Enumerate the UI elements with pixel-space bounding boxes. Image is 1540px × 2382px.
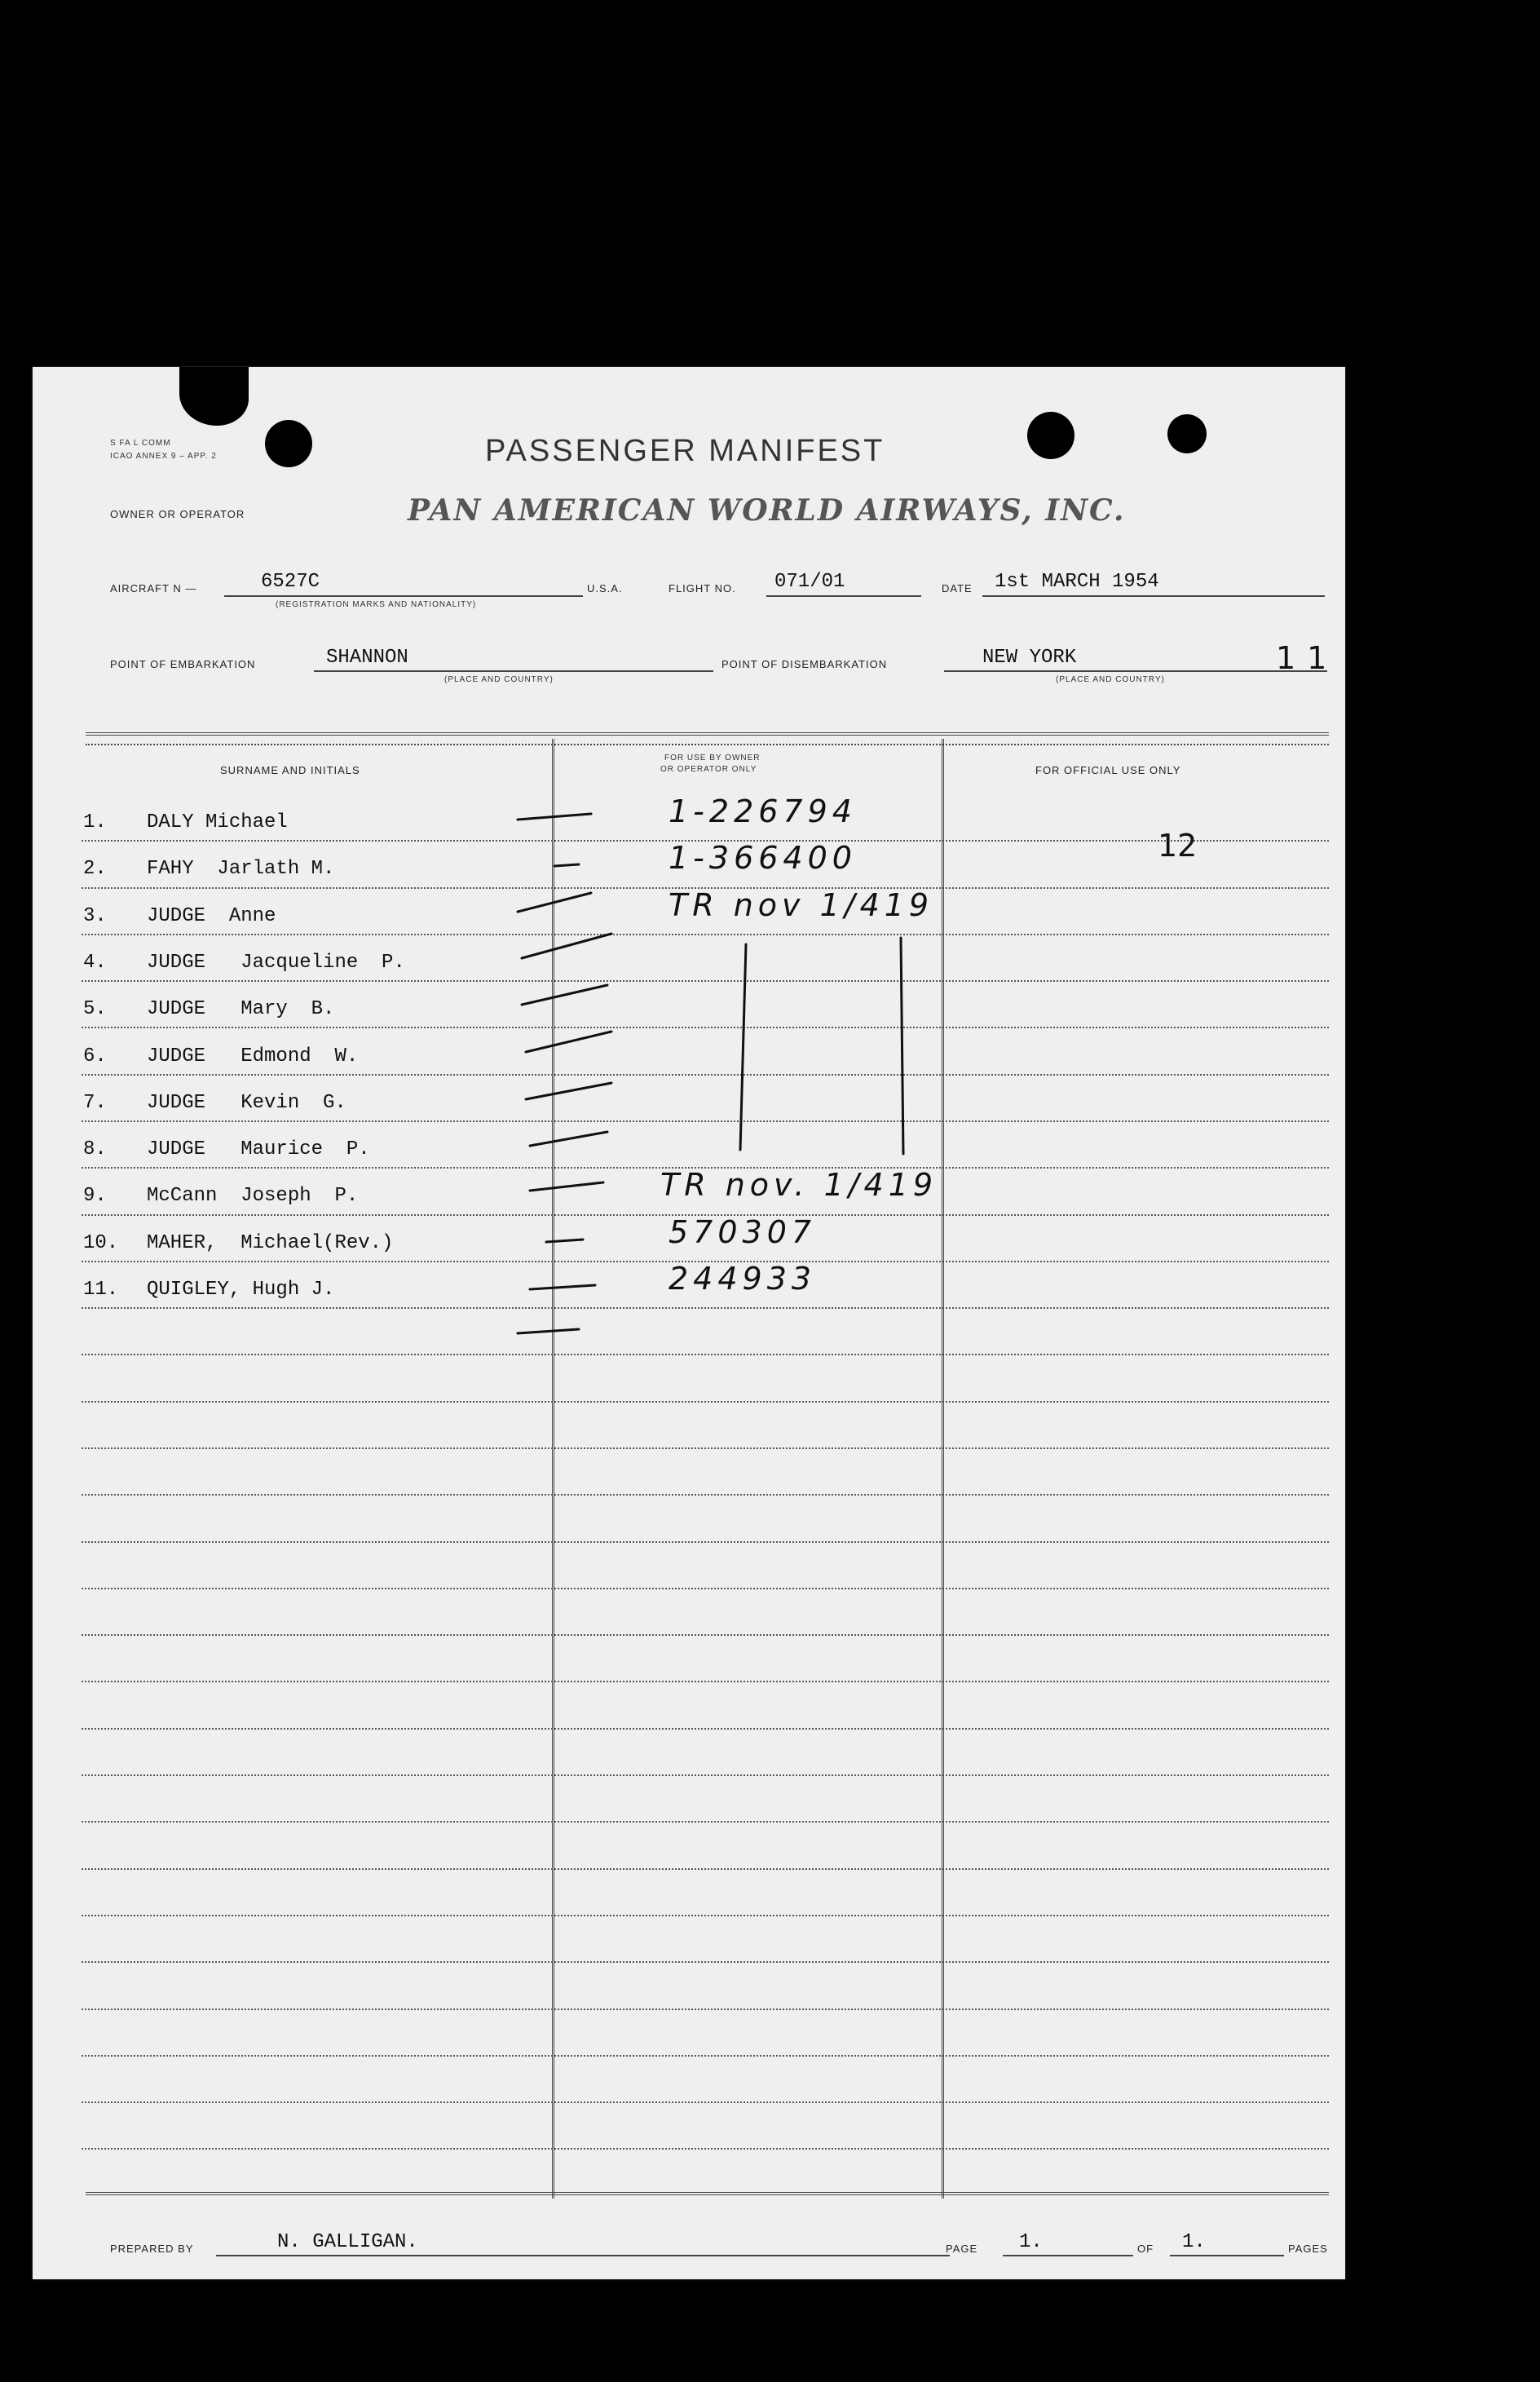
- owner-use-header-1: FOR USE BY OWNER: [664, 753, 761, 762]
- passenger-number: 8.: [83, 1138, 107, 1161]
- table-bottom-rule: [86, 2192, 1329, 2195]
- passenger-number: 6.: [83, 1045, 107, 1067]
- pages-label: PAGES: [1288, 2243, 1328, 2255]
- passenger-name: QUIGLEY, Hugh J.: [147, 1279, 335, 1301]
- page-value: 1.: [1019, 2231, 1043, 2253]
- page-underline: [1003, 2255, 1133, 2256]
- registration-note: (REGISTRATION MARKS AND NATIONALITY): [276, 600, 477, 609]
- date-label: DATE: [942, 582, 973, 594]
- of-value: 1.: [1182, 2231, 1206, 2253]
- of-underline: [1170, 2255, 1284, 2256]
- disembarkation-value: NEW YORK: [982, 647, 1077, 669]
- passenger-number: 1.: [83, 811, 107, 833]
- passenger-count-mark: 11: [1276, 640, 1339, 676]
- passenger-name: FAHY Jarlath M.: [147, 858, 335, 881]
- operator-note: 244933: [669, 1261, 817, 1297]
- passenger-number: 11.: [83, 1279, 119, 1301]
- passenger-number: 7.: [83, 1091, 107, 1114]
- passenger-number: 5.: [83, 998, 107, 1021]
- passenger-name: JUDGE Edmond W.: [147, 1045, 359, 1067]
- flight-label: FLIGHT NO.: [669, 582, 736, 594]
- surname-column-header: SURNAME AND INITIALS: [220, 764, 360, 776]
- of-label: OF: [1137, 2243, 1154, 2255]
- operator-note: 1-226794: [669, 793, 857, 829]
- form-reference-line2: ICAO ANNEX 9 – APP. 2: [110, 452, 217, 461]
- manifest-sheet: [33, 367, 1345, 2279]
- embarkation-label: POINT OF EMBARKATION: [110, 658, 256, 670]
- passenger-name: JUDGE Jacqueline P.: [147, 951, 405, 974]
- aircraft-value: 6527C: [261, 571, 320, 593]
- operator-note: 1-366400: [669, 840, 857, 877]
- official-use-header: FOR OFFICIAL USE ONLY: [1035, 764, 1181, 776]
- handwritten-marks: [33, 367, 1345, 2279]
- passenger-name: JUDGE Mary B.: [147, 998, 335, 1021]
- form-reference-line1: S FA L COMM: [110, 439, 171, 448]
- operator-note: TR nov. 1/419: [660, 1167, 938, 1204]
- embarkation-value: SHANNON: [326, 647, 408, 669]
- passenger-name: JUDGE Maurice P.: [147, 1138, 370, 1161]
- flight-value: 071/01: [774, 571, 845, 593]
- passenger-name: MAHER, Michael(Rev.): [147, 1231, 394, 1254]
- official-count-mark: 12: [1158, 828, 1198, 864]
- prepared-by-label: PREPARED BY: [110, 2243, 194, 2255]
- airline-name: PAN AMERICAN WORLD AIRWAYS, INC.: [408, 493, 1126, 528]
- embarkation-place-note: (PLACE AND COUNTRY): [444, 675, 554, 684]
- page-label: PAGE: [946, 2243, 978, 2255]
- date-value: 1st MARCH 1954: [995, 571, 1159, 593]
- passenger-name: JUDGE Kevin G.: [147, 1091, 346, 1114]
- operator-note: TR nov 1/419: [669, 886, 934, 923]
- prepared-by-value: N. GALLIGAN.: [277, 2231, 418, 2253]
- passenger-number: 10.: [83, 1231, 119, 1254]
- operator-note: 570307: [669, 1213, 817, 1250]
- passenger-name: JUDGE Anne: [147, 904, 276, 927]
- form-title: PASSENGER MANIFEST: [485, 434, 885, 468]
- owner-use-header-2: OR OPERATOR ONLY: [660, 765, 757, 774]
- passenger-name: McCann Joseph P.: [147, 1185, 359, 1208]
- disembarkation-label: POINT OF DISEMBARKATION: [721, 658, 888, 670]
- passenger-number: 9.: [83, 1185, 107, 1208]
- passenger-name: DALY Michael: [147, 811, 288, 833]
- passenger-number: 2.: [83, 858, 107, 881]
- disembarkation-place-note: (PLACE AND COUNTRY): [1056, 675, 1165, 684]
- usa-label: U.S.A.: [587, 582, 623, 594]
- passenger-number: 4.: [83, 951, 107, 974]
- passenger-number: 3.: [83, 904, 107, 927]
- owner-operator-label: OWNER OR OPERATOR: [110, 508, 245, 520]
- aircraft-label: AIRCRAFT N —: [110, 582, 197, 594]
- prepared-underline: [216, 2255, 950, 2256]
